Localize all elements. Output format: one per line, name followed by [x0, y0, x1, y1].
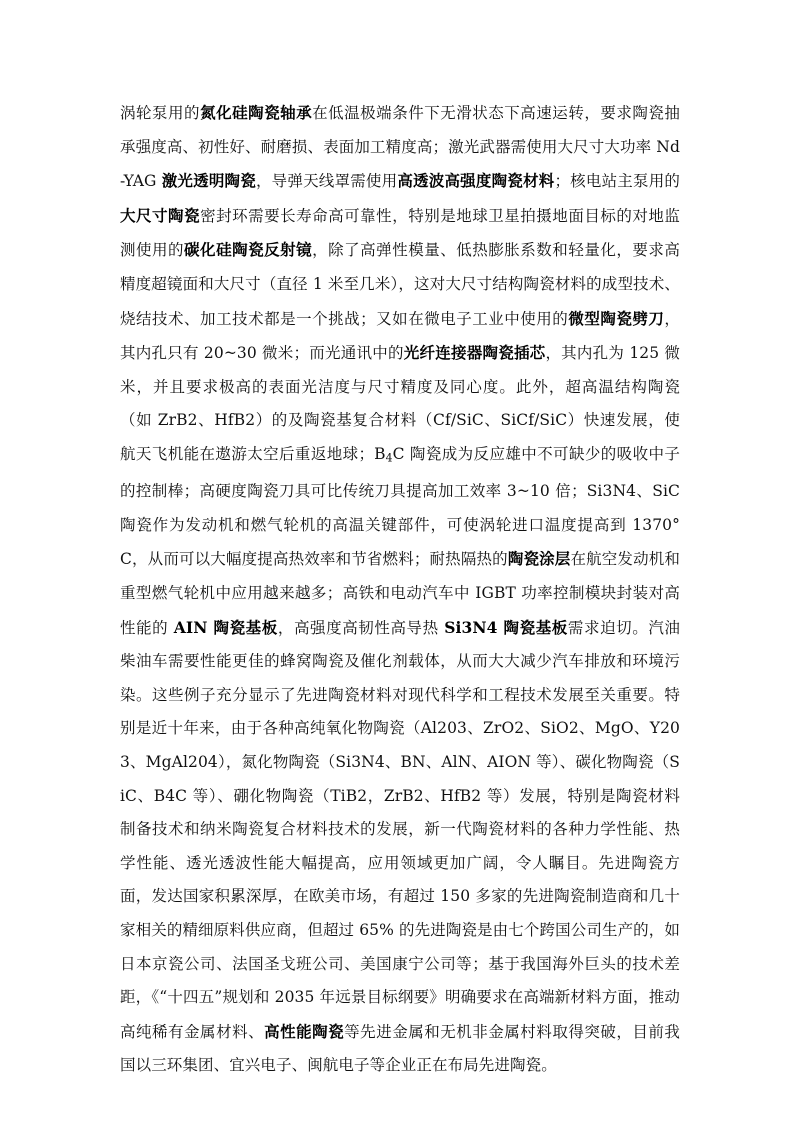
bold-term-large-ceramic: 大尺寸陶瓷 — [120, 205, 201, 225]
body-paragraph — [120, 96, 680, 1083]
bold-term-laser-transparent-ceramic: 激光透明陶瓷 — [161, 171, 256, 191]
text-segment: ，导弹天线罩需使用 — [255, 172, 398, 191]
subscript: 4 — [385, 451, 393, 465]
bold-term-si3n4-substrate: Si3N4 陶瓷基板 — [444, 617, 568, 637]
text-segment: 在航空发动机和重型燃气轮机中应用越来越多；高铁和电动汽车中 IGBT 功率控制模块封装对高性能的 — [120, 550, 680, 637]
bold-term-radome-ceramic: 高透波高强度陶瓷材料 — [397, 171, 555, 191]
bold-term-aln-substrate: AIN 陶瓷基板 — [173, 617, 278, 637]
bold-term-sic-mirror: 碳化硅陶瓷反射镜 — [184, 240, 313, 260]
bold-term-micro-capillary: 微型陶瓷劈刀 — [568, 308, 665, 328]
text-segment: 需求迫切。汽油柴油车需要性能更佳的蜂窝陶瓷及催化剂载体，从而大大减少汽车排放和环境污染。这些例子充分显示了先进陶瓷材料对现代科学和工程技术发展至关重要。特别是近十年来，由于各种高纯氧化物陶瓷（Al203、ZrO2、SiO2、MgO、Y203、MgAl204），氮化物陶瓷（Si3N4、BN、AlN、AION 等）、碳化物陶瓷（SiC、B4C 等）、硼化物陶瓷（TiB2，ZrB2、HfB2 等）发展，特别是陶瓷材料制备技术和纳米陶瓷复合材料技术的发展，新一代陶瓷材料的各种力学性能、热学性能、透光透波性能大幅提高，应用领域更加广阔，令人瞩目。先进陶瓷方面，发达国家积累深厚，在欧美市场，有超过 150 多家的先进陶瓷制造商和几十家相关的精细原料供应商，但超过 65% 的先进陶瓷是由七个跨国公司生产的，如日本京瓷公司、法国圣戈班公司、美国康宁公司等；基于我国海外巨头的技术差距，《“十四五”规划和 2035 年远景目标纲要》明确要求在高端新材料方面，推动高纯稀有金属材料、 — [120, 618, 681, 1041]
bold-term-ceramic-coating: 陶瓷涂层 — [507, 549, 571, 569]
text-segment: ，除了高弹性模量、低热膨胀系数和轻量化，要求高精度超镜面和大尺寸（直径 1 米至几米），这对大尺寸结构陶瓷材料的成型技术、烧结技术、加工技术都是一个挑战；又如在微电子工业中使用的 — [120, 241, 680, 328]
text-segment: 密封环需要长寿命高可靠性，特别是地球卫星拍摄地面目标的对地监测使用的 — [120, 206, 680, 260]
text-segment: ；核电站主泵用的 — [554, 172, 680, 191]
text-segment: C 陶瓷成为反应雄中不可缺少的吸收中子的控制棒；高硬度陶瓷刀具可比传统刀具提高加工效率 3~10 倍；Si3N4、SiC 陶瓷作为发动机和燃气轮机的高温关键部件，可使涡轮进口温度提高到 1370°C，从而可以大幅度提高热效率和节省燃料；耐热隔热的 — [120, 444, 680, 569]
text-segment: ，其内孔只有 20~30 微米；而光通讯中的 — [120, 309, 680, 363]
bold-term-high-performance-ceramic: 高性能陶瓷 — [264, 1021, 345, 1041]
text-segment: ，其内孔为 125 微米，并且要求极高的表面光洁度与尺寸精度及同心度。此外，超高温结构陶瓷（如 ZrB2、HfB2）的及陶瓷基复合材料（Cf/SiC、SiCf/SiC）快速发展，使航天飞机能在遨游太空后重返地球；B — [120, 344, 680, 463]
text-segment: ，高强度高韧性高导热 — [277, 618, 445, 637]
text-segment: 等先进金属和无机非金属村料取得突破，目前我国以三环集团、宜兴电子、闽航电子等企业正在布局先进陶瓷。 — [120, 1022, 680, 1075]
bold-term-fiber-ferrule: 光纤连接器陶瓷插芯 — [403, 343, 546, 363]
text-segment: 涡轮泵用的 — [120, 104, 201, 122]
text-segment: 在低温极端条件下无滑状态下高速运转，要求陶瓷抽承强度高、初性好、耐磨损、表面加工精度高；激光武器需使用大尺寸大功率 Nd-YAG — [120, 104, 680, 191]
bold-term-silicon-nitride-bearing: 氮化硅陶瓷轴承 — [200, 103, 313, 122]
